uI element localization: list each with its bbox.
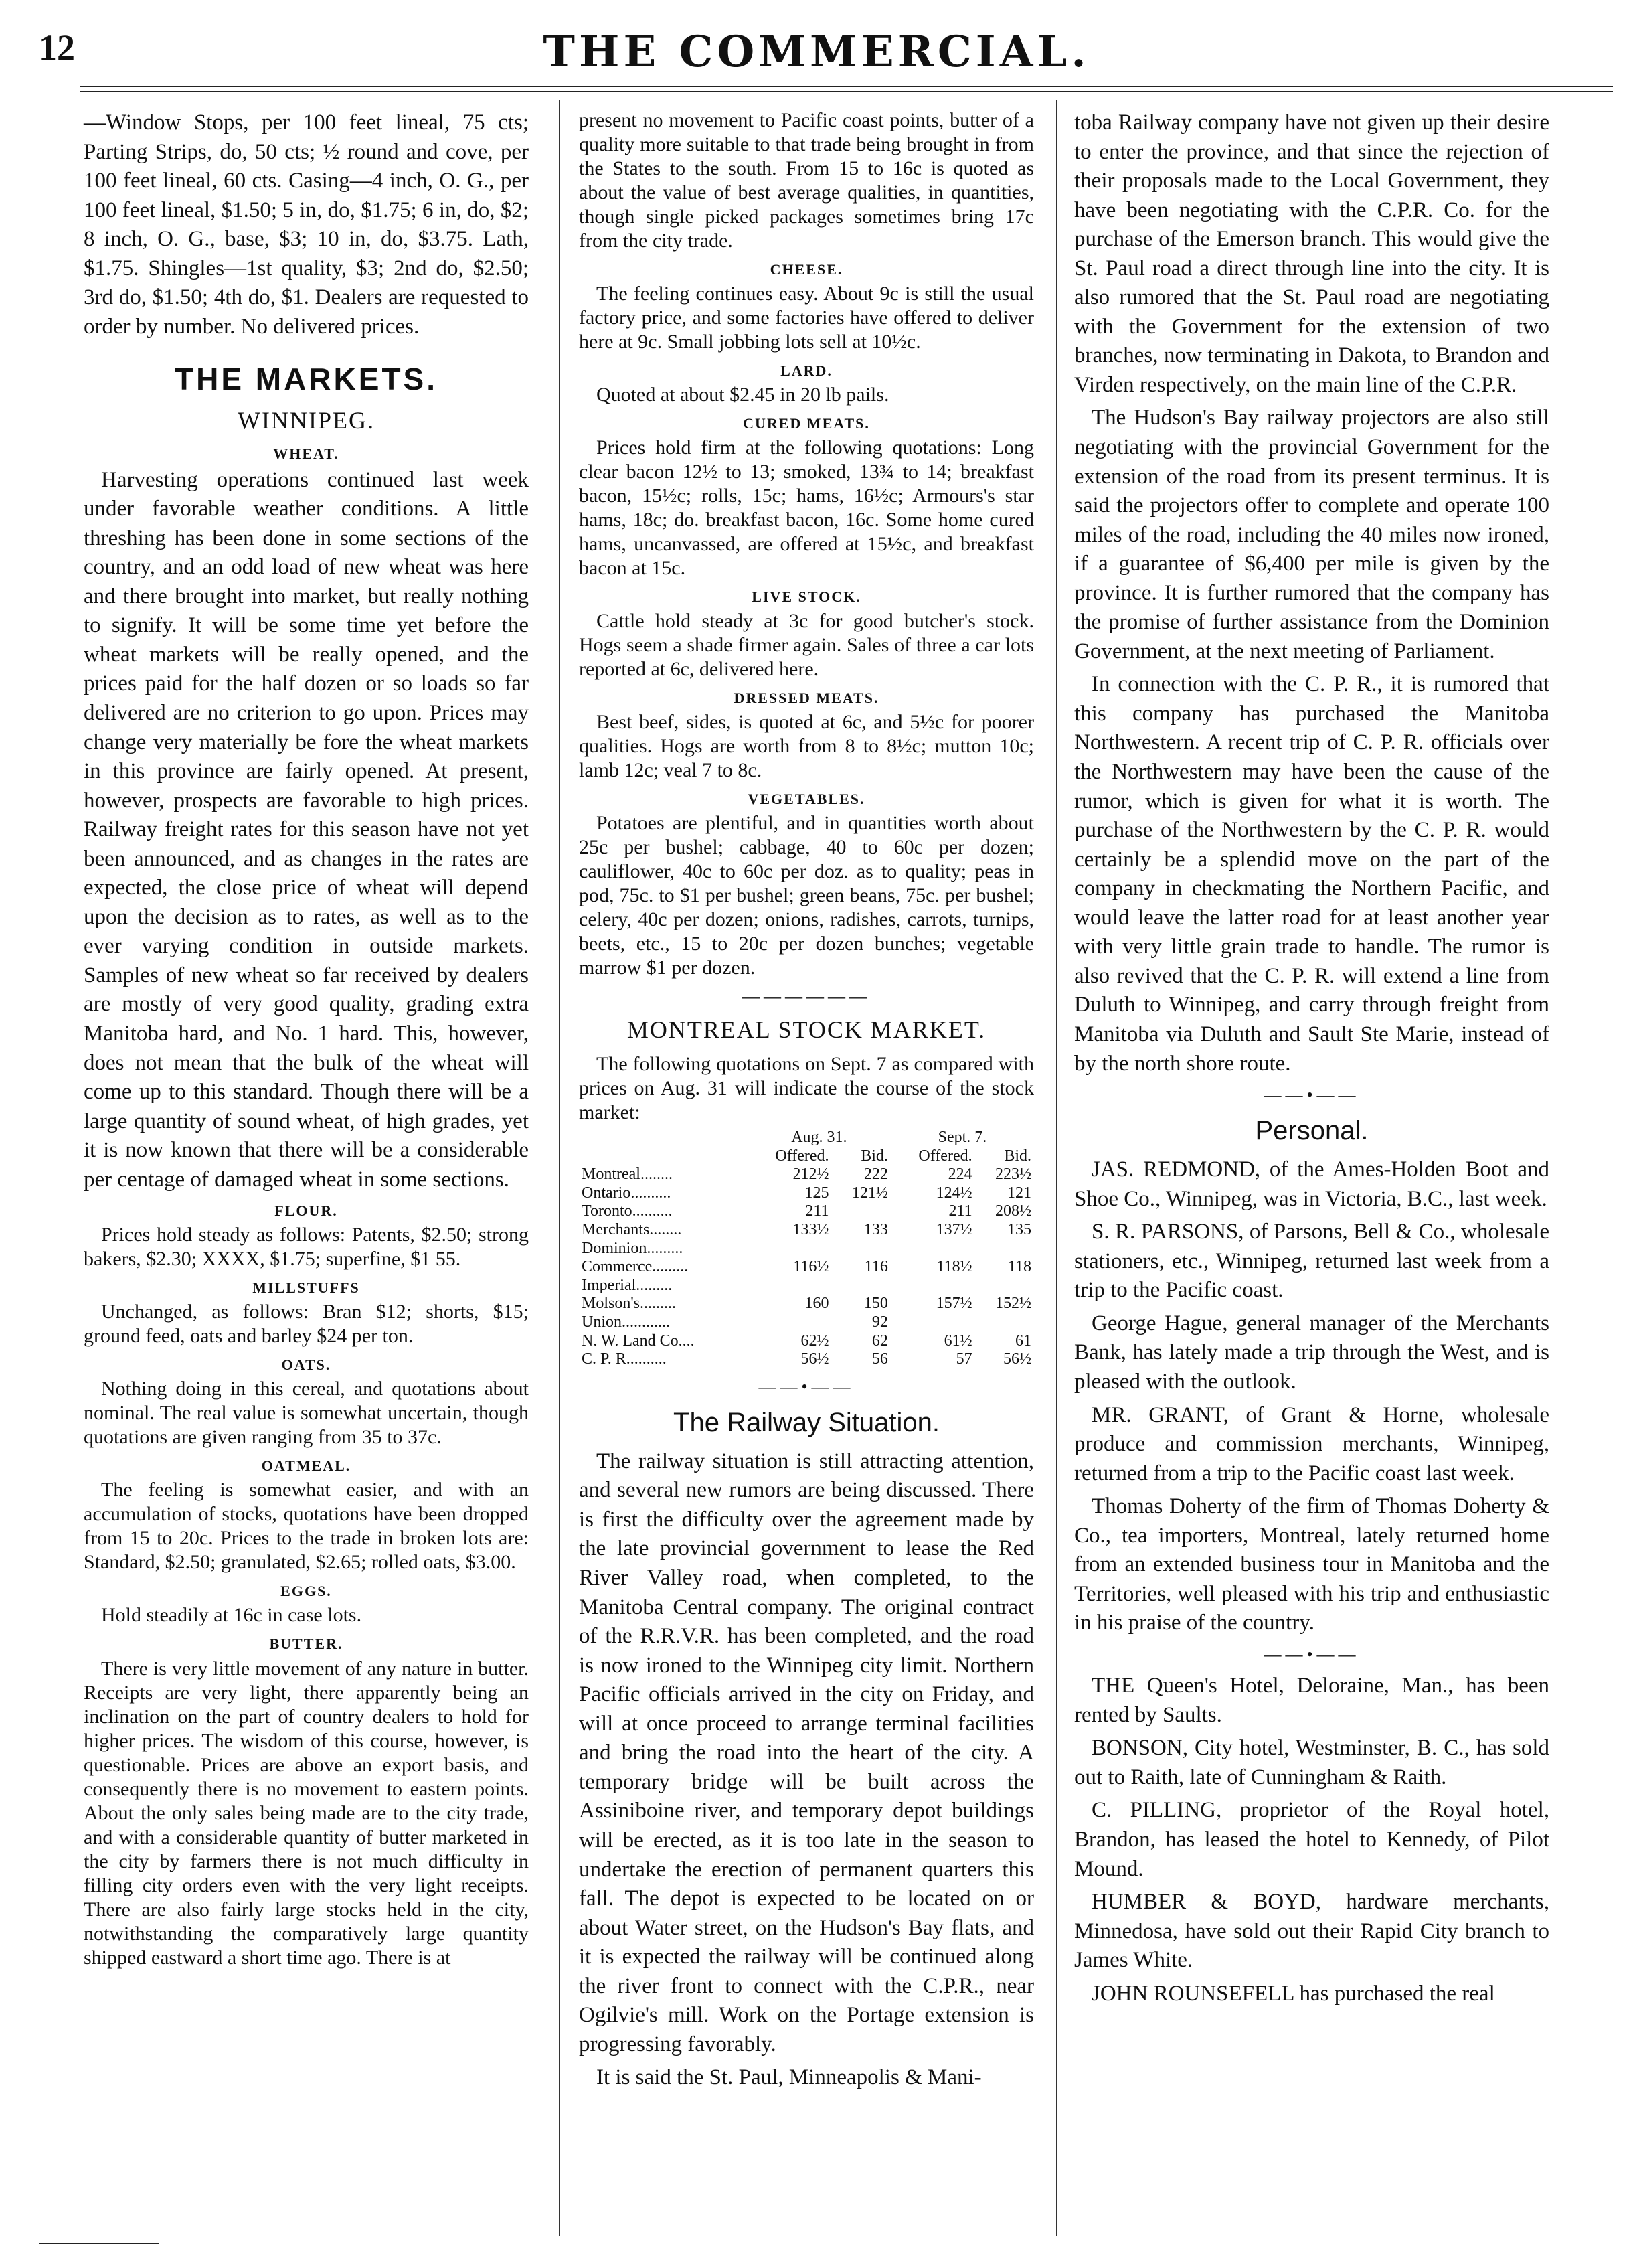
personal-item: George Hague, general manager of the Merchants Bank, has lately made a trip through the West, and is pleased with the outlook.: [1074, 1311, 1549, 1394]
personal-item: MR. GRANT, of Grant & Horne, wholesale produce and commission merchants, Winnipeg, returned from a trip to the Pacific coast last week.: [1074, 1402, 1549, 1485]
column-1: [84, 108, 529, 1974]
business-note: HUMBER & BOYD, hardware merchants, Minnedosa, have sold out their Rapid City branch to James White.: [1074, 1890, 1549, 1973]
header-rule: [80, 86, 1613, 87]
stock-value: 56½: [800, 1350, 829, 1368]
stock-value: [748, 1313, 832, 1332]
millstuffs-report: Unchanged, as follows: Bran $12; shorts, $15; ground feed, oats and barley $24 per ton.: [84, 1301, 529, 1348]
stock-value: 92: [871, 1313, 888, 1331]
stock-col-header: Offered.: [775, 1147, 829, 1165]
flour-heading: FLOUR.: [274, 1202, 338, 1220]
stock-value: 121: [1007, 1184, 1031, 1202]
stock-row: [579, 1258, 1034, 1277]
stock-row: [579, 1295, 1034, 1313]
stock-table-body: [579, 1165, 1034, 1369]
flour-report: Prices hold steady as follows: Patents, $2.50; strong bakers, $2.30; XXXX, $1.75; superfine, $1 55.: [84, 1224, 529, 1271]
stock-value: [748, 1240, 832, 1259]
railway-cont: toba Railway company have not given up their desire to enter the province, and that since the rejection of their proposals made to the Local Government, they have been negotiating with the C.P.R. Co. for the purchase of the Emerson branch. This would give the St. Paul road a direct through line into the city. It is also rumored that the St. Paul road are negotiating with the Government for the extension of two branches, now terminating in Dakota, to Brandon and Virden respectively, on the main line of the C.P.R.: [1074, 110, 1549, 397]
section-divider: ——•——: [1264, 1644, 1360, 1664]
cured-meats-heading: CURED MEATS.: [743, 415, 870, 432]
vegetables-heading: VEGETABLES.: [748, 791, 865, 808]
stock-value: 150: [863, 1295, 888, 1313]
wheat-heading: WHEAT.: [273, 444, 339, 462]
vegetables-report: Potatoes are plentiful, and in quantities worth about 25c per bushel; cabbage, 40 to 60c per dozen; cauliflower, 40c to 60c per doz. as to quality; peas in pod, 75c. to $1 per bushel; green beans, 75c. per bushel; celery, 40c per dozen; onions, radishes, carrots, turnips, beets, etc., 15 to 20c per dozen bunches; vegetable marrow $1 per dozen.: [579, 812, 1034, 979]
personal-item: JAS. REDMOND, of the Ames-Holden Boot and Shoe Co., Winnipeg, was in Victoria, B.C., last week.: [1074, 1157, 1549, 1211]
header-rule-2: [80, 91, 1613, 92]
stock-value: 208½: [995, 1202, 1031, 1220]
stock-value: [832, 1202, 891, 1221]
stock-value: [891, 1240, 975, 1259]
oats-heading: OATS.: [281, 1356, 331, 1374]
stock-name: Toronto..........: [582, 1202, 673, 1220]
page-number: 12: [39, 27, 75, 68]
railway-report: The railway situation is still attracting attention, and several new rumors are being discussed. There is first the difficulty over the agreement made by the late provincial government to lease the Red River Valley road, when completed, to the Manitoba Central company. The original contract of the R.R.V.R. has been completed, and the road is now ironed to the Winnipeg city limit. Northern Pacific officials arrived in the city on Friday, and will at once proceed to arrange terminal facilities and bring the road into the heart of the city. A temporary bridge will be built across the Assiniboine river, and temporary depot buildings will be erected, as it is too late in the season to undertake the erection of permanent quarters this fall. The depot is expected to be located on or about Water street, on the Hudson's Bay flats, and it is expected the railway will be continued along the river front to connect with the C.P.R., near Ogilvie's mill. Work on the Portage extension is progressing favorably.: [579, 1449, 1034, 2056]
stock-value: 62: [871, 1331, 888, 1350]
cured-meats-report: Prices hold firm at the following quotations: Long clear bacon 12½ to 13; smoked, 13¾ to 14; breakfast bacon, 15½c; rolls, 15c; hams, 16½c; Armours's star hams, 18c; do. breakfast bacon, 16c. Some home cured hams, uncanvassed, are offered at 15½c, and breakfast bacon at 15c.: [579, 436, 1034, 580]
stock-name: Imperial.........: [582, 1276, 673, 1294]
stock-name: C. P. R..........: [582, 1350, 667, 1368]
stock-date: Aug. 31.: [791, 1129, 847, 1147]
stock-date: Sept. 7.: [938, 1129, 987, 1147]
eggs-heading: EGGS.: [280, 1583, 332, 1600]
stock-value: [975, 1313, 1034, 1332]
stock-value: 137½: [936, 1220, 972, 1238]
column-3: [1074, 108, 1549, 2012]
butter-report-cont: present no movement to Pacific coast points, butter of a quality more suitable to that trade being brought in from the States to the south. From 15 to 16c is quoted as about the value of best average qualities, in quantities, though single picked packages sometimes bring 17c from the city trade.: [579, 109, 1034, 252]
butter-heading: BUTTER.: [269, 1635, 343, 1653]
railway-report-2: It is said the St. Paul, Minneapolis & Mani-: [596, 2065, 982, 2090]
stock-value: [891, 1313, 975, 1332]
stock-value: [748, 1277, 832, 1295]
oatmeal-heading: OATMEAL.: [261, 1457, 351, 1475]
footer-rule: [39, 2243, 159, 2244]
stock-value: 116: [864, 1258, 888, 1276]
stock-value: 61: [1015, 1331, 1031, 1350]
stock-value: [975, 1240, 1034, 1259]
stock-value: 212½: [792, 1165, 829, 1184]
masthead-title: THE COMMERCIAL.: [543, 27, 1090, 77]
column-divider: [559, 100, 560, 2236]
stock-value: 116½: [793, 1258, 829, 1276]
railway-heading: The Railway Situation.: [673, 1408, 940, 1438]
stock-row: [579, 1313, 1034, 1332]
live-stock-heading: LIVE STOCK.: [752, 588, 861, 606]
business-note: C. PILLING, proprietor of the Royal hotel, Brandon, has leased the hotel to Kennedy, of Pilot Mound.: [1074, 1798, 1549, 1881]
stock-name: Dominion.........: [582, 1239, 683, 1257]
stock-col-header: Bid.: [1004, 1147, 1031, 1165]
stock-name: Merchants........: [582, 1220, 682, 1238]
stock-value: 211: [805, 1202, 829, 1220]
stock-value: 56: [871, 1350, 888, 1368]
stock-name: Molson's.........: [582, 1295, 677, 1313]
business-note: THE Queen's Hotel, Deloraine, Man., has been rented by Saults.: [1074, 1674, 1549, 1727]
lard-heading: LARD.: [780, 362, 833, 380]
millstuffs-heading: MILLSTUFFS: [252, 1279, 360, 1297]
stock-value: 211: [948, 1202, 972, 1220]
stock-value: 133½: [792, 1220, 829, 1238]
section-divider: ——•——: [758, 1376, 855, 1396]
stock-name: Union............: [582, 1313, 670, 1331]
cpr-report: In connection with the C. P. R., it is rumored that this company has purchased the Manitoba Northwestern. A recent trip of C. P. R. officials over the Northwestern may have been the cause of the rumor, which is given for what it is worth. The purchase of the Northwestern by the C. P. R. would certainly be a splendid move on the part of the company in checkmating the Northern Pacific, and would leave the latter road for at least another year with very little grain trade to handle. The rumor is also revived that the C. P. R. will extend a line from Duluth to Winnipeg, and carry through freight from Manitoba via Duluth and Sault Ste Marie, instead of by the north shore route.: [1074, 672, 1549, 1076]
stock-value: 152½: [995, 1295, 1031, 1313]
stock-intro: The following quotations on Sept. 7 as compared with prices on Aug. 31 will indicate the course of the stock market:: [579, 1053, 1034, 1124]
oats-report: Nothing doing in this cereal, and quotations about nominal. The real value is somewhat uncertain, though quotations are given ranging from 35 to 37c.: [84, 1378, 529, 1449]
hudson-bay-report: The Hudson's Bay railway projectors are also still negotiating with the provincial Government for the extension of the road from its present terminus. It is said the projectors offer to complete and operate 100 miles of the road, including the 40 miles now ironed, if a guarantee of $6,400 per mile is given by the province. It is further rumored that the company has the promise of further assistance from the Dominion Government, at the next meeting of Parliament.: [1074, 406, 1549, 663]
column-2: [579, 108, 1034, 2097]
stock-name: N. W. Land Co....: [582, 1331, 695, 1350]
oatmeal-report: The feeling is somewhat easier, and with an accumulation of stocks, quotations have been dropped from 15 to 20c. Prices to the trade in broken lots are: Standard, $2.50; granulated, $2.65; rolled oats, $3.00.: [84, 1479, 529, 1574]
stock-row: [579, 1350, 1034, 1369]
personal-item: Thomas Doherty of the firm of Thomas Doherty & Co., tea importers, Montreal, lately returned home from an extended business tour in Manitoba and the Territories, well pleased with his trip and enthusiastic in his praise of the country.: [1074, 1494, 1549, 1635]
city-heading: WINNIPEG.: [238, 407, 375, 434]
stock-value: 133: [863, 1220, 888, 1238]
business-note: JOHN ROUNSEFELL has purchased the real: [1092, 1981, 1495, 2006]
stock-value: 160: [804, 1295, 829, 1313]
stock-row: [579, 1184, 1034, 1203]
stock-row: [579, 1165, 1034, 1184]
lard-report: Quoted at about $2.45 in 20 lb pails.: [596, 384, 889, 406]
stock-col-header: Offered.: [918, 1147, 972, 1165]
stock-row: [579, 1332, 1034, 1351]
stock-value: 224: [948, 1165, 972, 1184]
stock-value: 124½: [936, 1184, 972, 1202]
stock-value: 62½: [800, 1331, 829, 1350]
stock-value: 125: [804, 1184, 829, 1202]
stock-name: Ontario..........: [582, 1184, 671, 1202]
stock-col-header: Bid.: [861, 1147, 888, 1165]
butter-report: There is very little movement of any nature in butter. Receipts are very light, there apparently being an inclination on the part of country dealers to hold for higher prices. The wisdom of this course, however, is questionable. Prices are above an export basis, and consequently there is no movement to eastern points. About the only sales being made are to the city trade, and with a considerable quantity of butter marketed in the city by farmers there is not much difficulty in filling city orders even with the very light receipts. There are also fairly large stocks held in the city, notwithstanding the comparatively large quantity shipped eastward a short time ago. There is at: [84, 1657, 529, 1969]
markets-heading: THE MARKETS.: [175, 361, 438, 397]
cheese-heading: CHEESE.: [770, 261, 843, 278]
stock-table: [579, 1129, 1034, 1369]
stock-name: Montreal........: [582, 1165, 673, 1184]
live-stock-report: Cattle hold steady at 3c for good butcher's stock. Hogs seem a shade firmer again. Sales of three a car lots reported at 6c, delivered here.: [579, 610, 1034, 681]
eggs-report: Hold steadily at 16c in case lots.: [101, 1604, 362, 1627]
business-note: BONSON, City hotel, Westminster, B. C., has sold out to Raith, late of Cunningham & Raith.: [1074, 1736, 1549, 1789]
stock-value: 61½: [944, 1331, 972, 1350]
stock-value: 121½: [851, 1184, 888, 1202]
stock-name: Commerce.........: [582, 1258, 689, 1276]
dressed-meats-heading: DRESSED MEATS.: [734, 690, 879, 707]
stock-value: 56½: [1003, 1350, 1031, 1368]
cheese-report: The feeling continues easy. About 9c is still the usual factory price, and some factories have offered to deliver here at 9c. Small jobbing lots sell at 10½c.: [579, 282, 1034, 353]
section-divider: ——•——: [1264, 1085, 1360, 1105]
column-divider: [1056, 100, 1057, 2236]
personal-item: S. R. PARSONS, of Parsons, Bell & Co., wholesale stationers, etc., Winnipeg, returned last week from a trip to the Pacific coast.: [1074, 1220, 1549, 1303]
stock-value: 135: [1007, 1220, 1031, 1238]
stock-row: [579, 1221, 1034, 1240]
stock-value: [975, 1277, 1034, 1295]
stock-value: 222: [863, 1165, 888, 1184]
stock-market-heading: MONTREAL STOCK MARKET.: [626, 1016, 986, 1043]
stock-row: [579, 1240, 1034, 1259]
stock-value: [832, 1277, 891, 1295]
stock-row: [579, 1202, 1034, 1221]
stock-value: 118½: [936, 1258, 972, 1276]
stock-value: [891, 1277, 975, 1295]
wheat-report: Harvesting operations continued last week under favorable weather conditions. A little threshing has been done in some sections of the country, and an odd load of new wheat was here and there brought into market, but really nothing to signify. It will be some time yet before the wheat markets will be really opened, and the prices paid for the half dozen or so loads so far delivered are no criterion to go upon. Prices may change very materially be fore the wheat markets in this province are fairly opened. At present, however, prospects are favorable to high prices. Railway freight rates for this season have not yet been announced, and as changes in the rates are expected, the close price of wheat will depend upon the decision as to rates, as well as to the ever varying condition in outside markets. Samples of new wheat so far received by dealers are mostly of very good quality, grading extra Manitoba hard, and No. 1 hard. This, however, does not mean that the bulk of the wheat will come up to this standard. Though there will be a large quantity of sound wheat, of high grades, yet it is now known that there will be a considerable per centage of damaged wheat in some sections.: [84, 467, 529, 1192]
stock-row: [579, 1277, 1034, 1295]
dressed-meats-report: Best beef, sides, is quoted at 6c, and 5½c for poorer qualities. Hogs are worth from 8 to 8½c; mutton 10c; lamb 12c; veal 7 to 8c.: [579, 711, 1034, 782]
personal-heading: Personal.: [1255, 1116, 1369, 1146]
lumber-prices: —Window Stops, per 100 feet lineal, 75 cts; Parting Strips, do, 50 cts; ½ round and cove, per 100 feet lineal, 60 cts. Casing—4 inch, O. G., per 100 feet lineal, $1.50; 5 in, do, $1.75; 6 in, do, $2; 8 inch, O. G., base, $3; 10 in, do, $3.75. Lath, $1.75. Shingles—1st quality, $3; 2nd do, $2.50; 3rd do, $1.50; 4th do, $1. Dealers are requested to order by number. No delivered prices.: [84, 110, 529, 339]
stock-value: 157½: [936, 1295, 972, 1313]
stock-value: 57: [956, 1350, 972, 1368]
stock-value: 118: [1007, 1258, 1031, 1276]
stock-value: 223½: [995, 1165, 1031, 1184]
stock-value: [832, 1240, 891, 1259]
section-divider: ——————: [742, 987, 871, 1007]
